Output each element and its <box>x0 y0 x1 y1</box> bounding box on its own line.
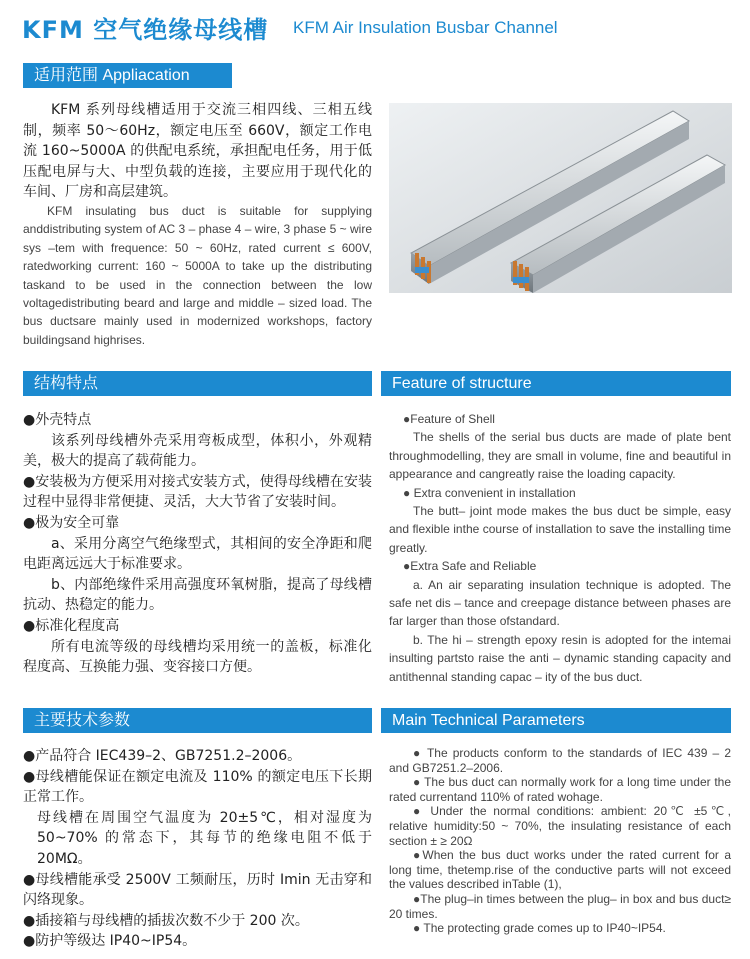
structure-cn-line: ●标准化程度高 <box>23 617 120 634</box>
structure-en-line: ●Extra Safe and Reliable <box>403 559 537 574</box>
structure-cn-line: a、采用分离空气绝缘型式，其相间的安全净距和爬电距离远远大于标准要求。 <box>23 535 372 573</box>
params-en-line: ● The bus duct can normally work for a long time under the rated currentand 110% of rated wohage. <box>389 775 731 804</box>
busbar-illustration <box>389 103 732 293</box>
params-section-bar-en: Main Technical Parameters <box>381 708 731 733</box>
structure-en-line: The shells of the serial bus ducts are made of plate bent throughmodelling, they are small in volume, fine and beautiful in appearance and cangreatly raise the loading capacity. <box>389 430 731 482</box>
application-cn-text <box>23 100 372 203</box>
structure-cn-line: b、内部绝缘件采用高强度环氧树脂，提高了母线槽抗动、热稳定的能力。 <box>23 576 372 614</box>
params-cn-line: ●母线槽能保证在额定电流及 110% 的额定电压下长期正常工作。 <box>23 768 372 806</box>
structure-en-line: b. The hi – strength epoxy resin is adopted for the intemai insulting partsto raise the anti – dynamic standing capacity and antithennal standing capac – ity of the bus duct. <box>389 632 731 684</box>
structure-cn-line: ●极为安全可靠 <box>23 514 120 531</box>
page-title-cn: KFM 空气绝缘母线槽 <box>22 16 269 44</box>
structure-section-bar-cn: 结构特点 <box>23 371 372 396</box>
structure-cn-line: 该系列母线槽外壳采用弯板成型，体积小，外观精美，极大的提高了载荷能力。 <box>23 432 372 470</box>
params-cn-line: ●母线槽能承受 2500V 工频耐压，历时 Imin 无击穿和闪络现象。 <box>23 871 372 909</box>
structure-cn-line: ●外壳特点 <box>23 412 92 428</box>
params-en-line: ●When the bus duct works under the rated current for a long time, thetemp.rise of the conductive parts will not exceed the values described inTable (1), <box>389 848 731 892</box>
params-en-line: ● Under the normal conditions: ambient: 20℃ ±5℃, relative humidity:50 ~ 70%, the insulating resistance of each section ± ≥ 20Ω <box>389 804 731 848</box>
structure-en-line: The butt– joint mode makes the bus duct be simple, easy and flexible inthe course of installation to save the installing time greatly. <box>389 504 731 555</box>
params-cn-line: 母线槽在周围空气温度为 20±5℃，相对湿度为 50~70% 的常态下，其每节的绝缘电阻不低于 20MΩ。 <box>37 809 372 867</box>
params-en-line: ● The products conform to the standards of IEC 439 – 2 and GB7251.2–2006. <box>389 746 731 775</box>
structure-cn-line: ●安装极为方便采用对接式安装方式，使得母线槽在安装过程中显得非常便捷、灵活，大大节省了安装时间。 <box>23 473 372 511</box>
application-en-paragraph: KFM insulating bus duct is suitable for supplying anddistributing system of AC 3 – phase 4 – wire, 3 phase 5 ~ wire sys –tem with frequence: 50 ~ 60Hz, rated current ≤ 600V, ratedworking current: 160 ~ 5000A to take up the distributing taskand to be used in the connection between the low voltagedistributing beard and large and middle – sized load. The bus ductsare mainly used in modernized workshops, factory buildingsand highrises. <box>23 204 372 347</box>
structure-cn-line: 所有电流等级的母线槽均采用统一的盖板，标准化程度高、互换能力强、变容接口方便。 <box>23 638 372 676</box>
params-cn-line: ●产品符合 IEC439–2、GB7251.2–2006。 <box>23 748 302 764</box>
params-cn-text <box>23 746 372 952</box>
busbar-product-photo <box>389 103 732 293</box>
structure-section-bar-en: Feature of structure <box>381 371 731 396</box>
application-section-bar: 适用范围 Appliacation <box>23 63 232 88</box>
structure-en-line: a. An air separating insulation technique is adopted. The safe net dis – tance and creepage distance between phases are far larger than those ofstandard. <box>389 577 731 629</box>
params-en-line: ● The protecting grade comes up to IP40~IP54. <box>413 921 666 936</box>
structure-en-line: ● Extra convenient in installation <box>403 485 576 500</box>
application-cn-paragraph: KFM 系列母线槽适用于交流三相四线、三相五线制，频率 50～60Hz，额定电压至 660V，额定工作电流 160~5000A 的供配电系统，承担配电任务，用于低压配电屏与大、中型负载的连接，主要应用于现代化的车间、厂房和高层建筑。 <box>23 102 372 201</box>
params-cn-line: ●插接箱与母线槽的插拔次数不少于 200 次。 <box>23 912 309 929</box>
params-section-bar-cn: 主要技术参数 <box>23 708 372 733</box>
structure-en-line: ●Feature of Shell <box>403 412 495 426</box>
page-title-en: KFM Air Insulation Busbar Channel <box>293 18 558 37</box>
params-en-line: ●The plug–in times between the plug– in box and bus duct≥ 20 times. <box>389 891 731 921</box>
structure-cn-text <box>23 410 372 678</box>
application-en-text <box>23 202 372 349</box>
params-cn-line: ●防护等级达 IP40~IP54。 <box>23 933 197 950</box>
structure-en-text <box>389 410 731 686</box>
params-en-text <box>389 746 731 936</box>
